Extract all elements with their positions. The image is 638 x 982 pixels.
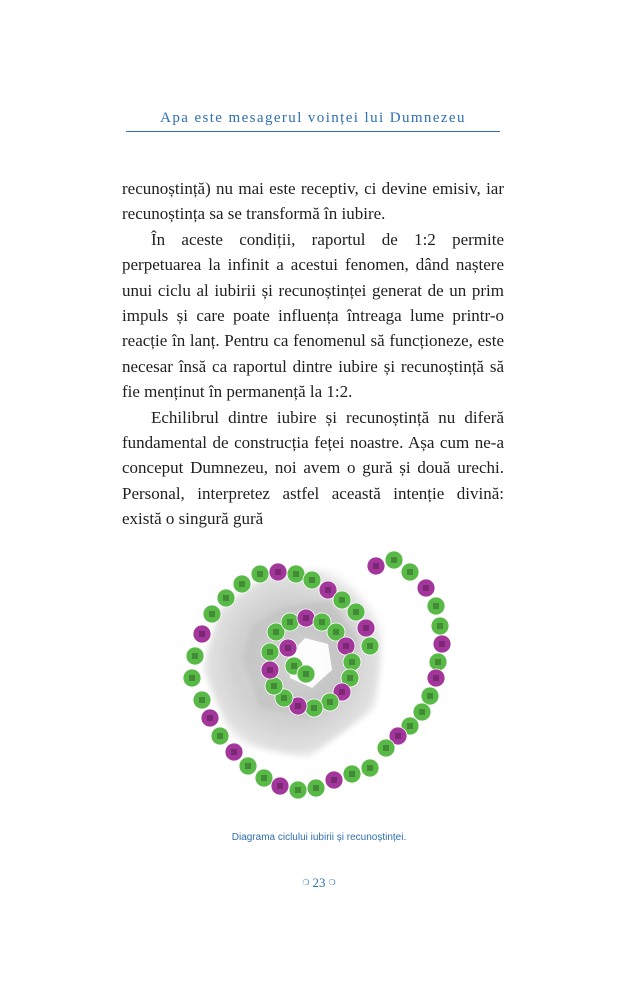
bead-glyph: [419, 709, 425, 715]
bead-glyph: [367, 765, 373, 771]
figure-caption: Diagrama ciclului iubirii și recunoștinței.: [231, 832, 407, 843]
bead-glyph: [273, 629, 279, 635]
paragraph: Echilibrul dintre iubire și recunoștință nu diferă fundamental de construcția feței noastre. Așa cum ne-a conceput Dumnezeu, noi avem o gură și două urechi. Personal, interpretez astfel această intenție divină: există o singură gură: [122, 407, 504, 529]
bead-glyph: [239, 581, 245, 587]
ornament-left: ❍: [302, 878, 310, 887]
bead-glyph: [223, 595, 229, 601]
bead-glyph: [271, 683, 277, 689]
bead-glyph: [199, 697, 205, 703]
page-number: [0, 875, 638, 891]
bead-glyph: [423, 585, 429, 591]
bead-glyph: [303, 671, 309, 677]
bead-glyph: [199, 631, 205, 637]
bead-glyph: [207, 715, 213, 721]
bead-glyph: [343, 643, 349, 649]
bead-glyph: [349, 659, 355, 665]
page-number-value: 23: [312, 875, 326, 890]
bead-glyph: [347, 675, 353, 681]
bead-glyph: [395, 733, 401, 739]
bead-glyph: [287, 619, 293, 625]
bead-glyph: [295, 787, 301, 793]
bead-glyph: [325, 587, 331, 593]
running-head: Apa este mesagerul voinței lui Dumnezeu: [160, 110, 466, 126]
bead-glyph: [339, 597, 345, 603]
body-text: [122, 176, 504, 532]
bead-glyph: [433, 675, 439, 681]
bead-glyph: [407, 569, 413, 575]
bead-glyph: [383, 745, 389, 751]
paragraph: În aceste condiții, raportul de 1:2 permite perpetuarea la infinit a acestui fenomen, dând naștere unui ciclu al iubirii și recunoștinței generat de un prim impuls și care poate influența întreaga lume printr-o reacție în lanț. Pentru ca fenomenul să funcționeze, este necesar însă ca raportul dintre iubire și recunoștință să fie menținut în permanență la 1:2.: [122, 229, 504, 402]
bead-glyph: [339, 689, 345, 695]
bead-glyph: [407, 723, 413, 729]
bead-glyph: [319, 619, 325, 625]
ornament-right: ❍: [328, 878, 336, 887]
paragraph: recunoștință) nu mai este receptiv, ci devine emisiv, iar recunoștința sa se transformă în iubire.: [122, 179, 504, 224]
bead-glyph: [277, 783, 283, 789]
bead-glyph: [391, 557, 397, 563]
bead-glyph: [373, 563, 379, 569]
bead-glyph: [331, 777, 337, 783]
bead-glyph: [311, 705, 317, 711]
bead-glyph: [427, 693, 433, 699]
bead-glyph: [295, 703, 301, 709]
bead-glyph: [231, 749, 237, 755]
bead-glyph: [245, 763, 251, 769]
header-rule: [126, 131, 500, 132]
bead-glyph: [433, 603, 439, 609]
bead-glyph: [435, 659, 441, 665]
bead-glyph: [209, 611, 215, 617]
bead-glyph: [439, 641, 445, 647]
bead-glyph: [281, 695, 287, 701]
bead-glyph: [367, 643, 373, 649]
bead-glyph: [285, 645, 291, 651]
bead-glyph: [291, 663, 297, 669]
bead-glyph: [217, 733, 223, 739]
love-gratitude-cycle-diagram: [180, 548, 470, 810]
bead-glyph: [267, 649, 273, 655]
bead-glyph: [313, 785, 319, 791]
bead-glyph: [267, 667, 273, 673]
bead-glyph: [363, 625, 369, 631]
bead-glyph: [349, 771, 355, 777]
bead-glyph: [261, 775, 267, 781]
bead-glyph: [303, 615, 309, 621]
bead-glyph: [353, 609, 359, 615]
bead-glyph: [293, 571, 299, 577]
bead-glyph: [327, 699, 333, 705]
bead-glyph: [309, 577, 315, 583]
bead-glyph: [333, 629, 339, 635]
bead-glyph: [189, 675, 195, 681]
bead-glyph: [275, 569, 281, 575]
bead-glyph: [437, 623, 443, 629]
bead-glyph: [257, 571, 263, 577]
bead-glyph: [192, 653, 198, 659]
